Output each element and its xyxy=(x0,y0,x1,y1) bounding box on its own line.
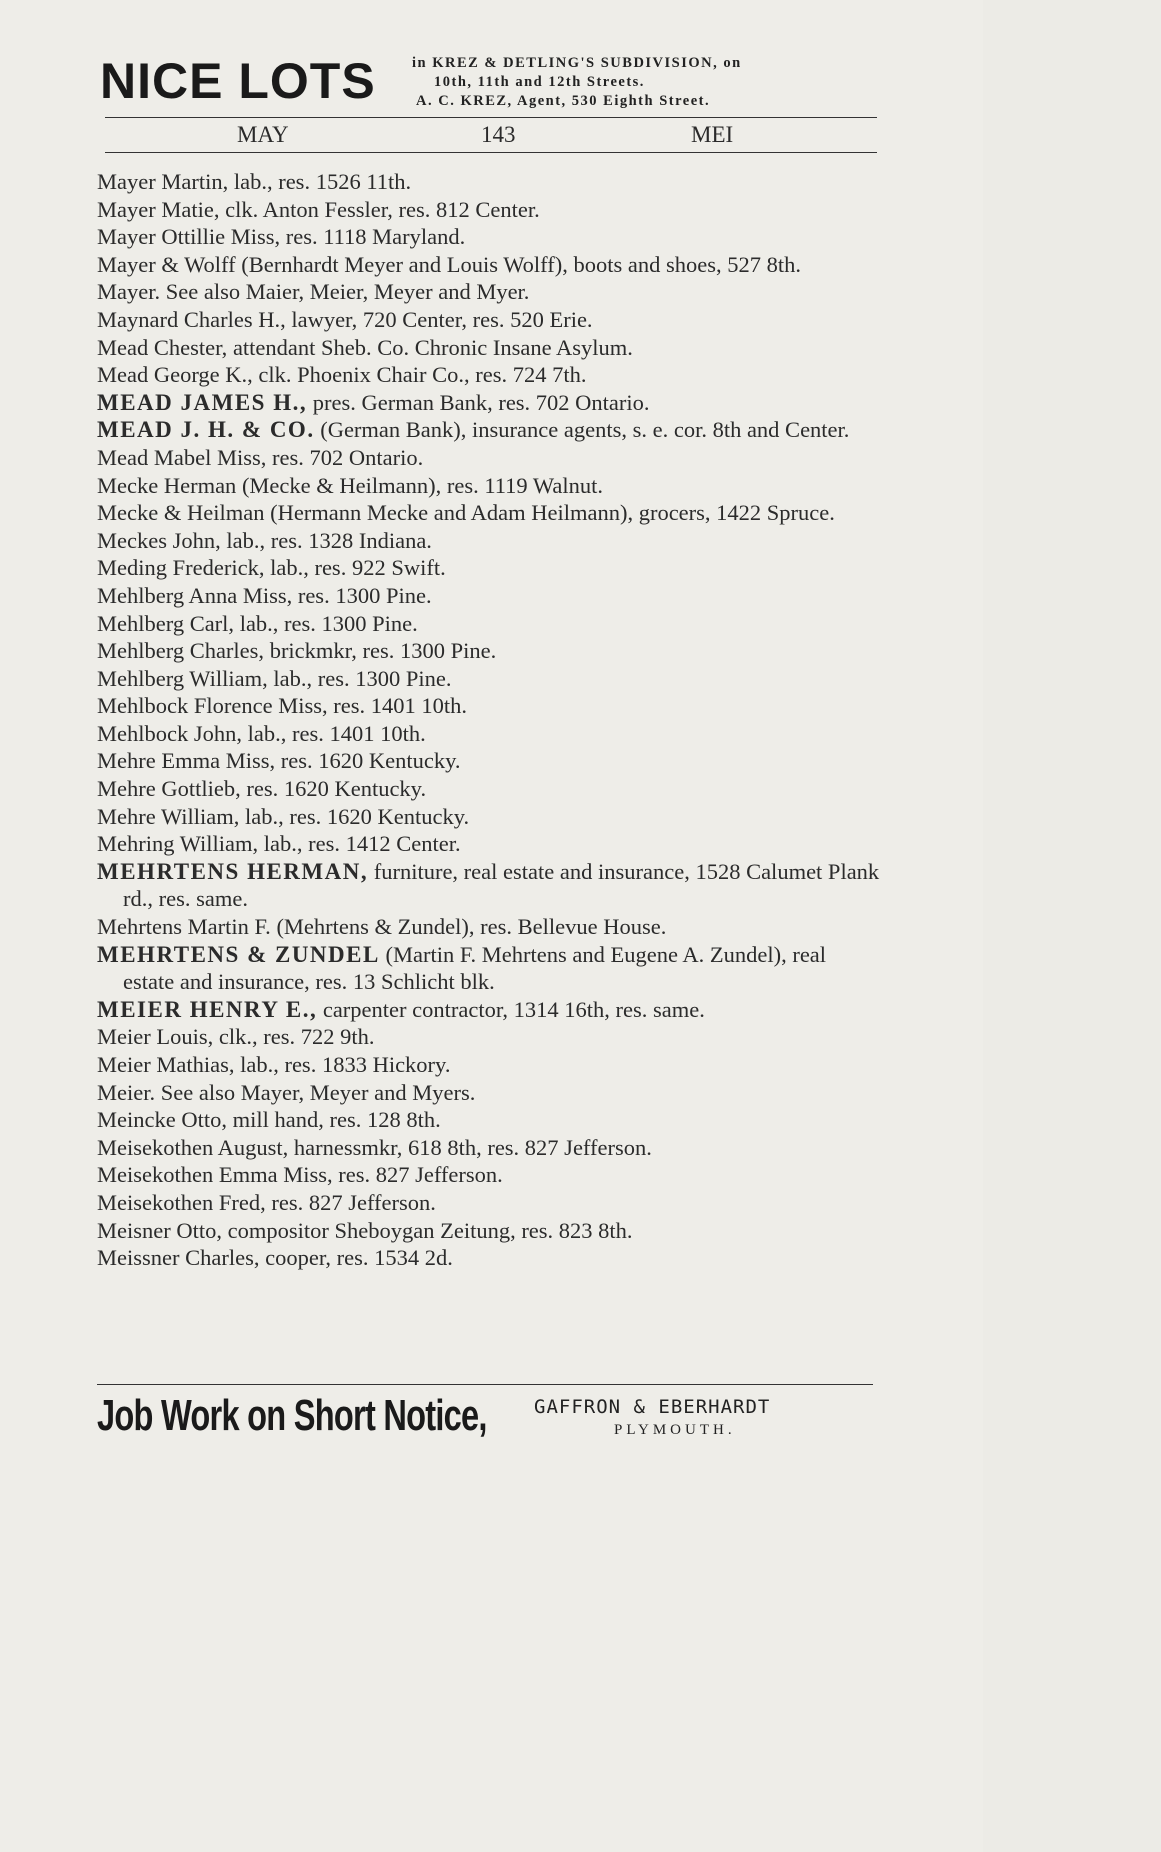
directory-entry xyxy=(97,665,882,693)
footer-advertisement xyxy=(97,1388,877,1448)
ad-line: 10th, 11th and 12th Streets. xyxy=(434,74,645,90)
header-advertisement xyxy=(100,50,880,112)
directory-entry xyxy=(97,1161,882,1189)
entry-details: (Martin F. Mehrtens and Eugene A. Zundel), real estate and insurance, res. 13 Schlicht blk. xyxy=(123,941,827,995)
directory-entry xyxy=(97,1051,882,1079)
ad-headline: NICE LOTS xyxy=(100,53,376,109)
directory-entry xyxy=(97,1023,882,1051)
entry-name: Mehlberg Anna xyxy=(97,582,238,608)
entry-name: MEAD JAMES H., xyxy=(97,389,308,415)
entry-name: Meier. xyxy=(97,1079,156,1105)
entry-name: Mehrtens Martin F. xyxy=(97,914,271,940)
entry-name: MEIER HENRY E., xyxy=(97,996,318,1022)
entry-name: Mehring William, xyxy=(97,831,259,857)
directory-entry xyxy=(97,582,882,610)
footer-rule xyxy=(97,1384,873,1385)
directory-entry xyxy=(97,416,882,444)
directory-entry xyxy=(97,168,882,196)
entry-details: lab., res. 1300 Pine. xyxy=(234,610,418,636)
entry-name: Meisekothen August, xyxy=(97,1134,289,1160)
running-head-left: MAY xyxy=(237,122,289,147)
directory-entry xyxy=(97,858,882,913)
entry-details: Miss, res. 1620 Kentucky. xyxy=(220,748,461,774)
entry-name: Mehlberg Carl, xyxy=(97,610,235,636)
entry-name: Mayer Martin, xyxy=(97,169,229,194)
entry-details: mill hand, res. 128 8th. xyxy=(226,1107,441,1133)
entry-name: Mayer Ottillie xyxy=(97,224,226,250)
entry-name: Mehlbock John, xyxy=(97,720,242,746)
entry-name: Mehlberg William, xyxy=(97,665,268,691)
directory-entry xyxy=(97,278,882,306)
entry-details: res. 827 Jefferson. xyxy=(265,1189,436,1215)
directory-entry xyxy=(97,196,882,224)
entry-name: Mehre Gottlieb, xyxy=(97,776,241,802)
entry-details: Miss, res. 1401 10th. xyxy=(272,693,467,719)
entry-details: compositor Sheboygan Zeitung, res. 823 8th. xyxy=(221,1217,633,1243)
directory-entry xyxy=(97,499,882,527)
footer-slogan: Job Work on Short Notice, xyxy=(97,1391,487,1440)
printer-city: PLYMOUTH. xyxy=(614,1422,736,1438)
entry-name: Meissner Charles, xyxy=(97,1245,260,1271)
entry-details: Miss, res. 1118 Maryland. xyxy=(225,224,466,250)
directory-entry xyxy=(97,610,882,638)
directory-entry xyxy=(97,830,882,858)
ad-details xyxy=(412,54,742,111)
directory-entry xyxy=(97,803,882,831)
entry-details: clk., res. 722 9th. xyxy=(213,1024,375,1050)
directory-entry xyxy=(97,527,882,555)
directory-entry xyxy=(97,554,882,582)
entry-name: MEHRTENS & ZUNDEL xyxy=(97,941,380,967)
entry-name: Meincke Otto, xyxy=(97,1107,227,1133)
directory-entry xyxy=(97,361,882,389)
entry-details: carpenter contractor, 1314 16th, res. same. xyxy=(317,996,705,1022)
header-top-rule xyxy=(105,117,877,118)
entry-name: Mehlberg Charles, xyxy=(97,638,265,664)
directory-entry xyxy=(97,1106,882,1134)
entry-details: Miss, res. 702 Ontario. xyxy=(211,444,424,470)
entry-name: Mecke & Heilman xyxy=(97,500,265,526)
entry-name: Meisner Otto, xyxy=(97,1217,222,1243)
entry-name: MEAD J. H. & CO. xyxy=(97,417,315,443)
directory-entry xyxy=(97,334,882,362)
directory-entry xyxy=(97,775,882,803)
entry-details: clk. Anton Fessler, res. 812 Center. xyxy=(219,196,540,222)
entry-name: Mead Chester, xyxy=(97,334,228,360)
entry-details: (Mecke & Heilmann), res. 1119 Walnut. xyxy=(236,472,603,498)
entry-name: Mayer. xyxy=(97,279,161,305)
entry-name: MEHRTENS HERMAN, xyxy=(97,858,369,884)
entry-name: Meding Frederick, xyxy=(97,555,265,581)
entry-name: Meisekothen Fred, xyxy=(97,1189,266,1215)
entry-name: Meckes John, xyxy=(97,527,221,553)
entry-details: attendant Sheb. Co. Chronic Insane Asylum. xyxy=(227,334,633,360)
entry-details: lab., res. 1526 11th. xyxy=(228,169,412,194)
directory-entry xyxy=(97,637,882,665)
entry-details: lab., res. 1300 Pine. xyxy=(267,665,452,691)
directory-entry xyxy=(97,1134,882,1162)
entry-details: harnessmkr, 618 8th, res. 827 Jefferson. xyxy=(288,1134,652,1160)
entry-name: Mehre Emma xyxy=(97,748,221,774)
entry-name: Meisekothen Emma xyxy=(97,1162,278,1188)
ad-line: A. C. KREZ, Agent, 530 Eighth Street. xyxy=(416,93,711,109)
entry-name: Maynard Charles H., xyxy=(97,306,286,332)
directory-entry xyxy=(97,444,882,472)
entry-details: lab., res. 1833 Hickory. xyxy=(234,1052,451,1077)
directory-entry xyxy=(97,996,882,1024)
directory-entry xyxy=(97,692,882,720)
ad-line: in KREZ & DETLING'S SUBDIVISION, on xyxy=(412,55,742,71)
entry-details: cooper, res. 1534 2d. xyxy=(259,1245,453,1271)
running-head xyxy=(105,122,877,152)
entry-name: Meier Mathias, xyxy=(97,1052,235,1077)
running-head-right: MEI xyxy=(691,122,734,147)
directory-entry xyxy=(97,941,882,996)
entry-details: See also Mayer, Meyer and Myers. xyxy=(155,1079,476,1105)
entry-name: Mayer & Wolff xyxy=(97,251,236,277)
directory-entries xyxy=(97,168,882,1272)
printer-name: GAFFRON & EBERHARDT xyxy=(534,1396,771,1418)
entry-details: brickmkr, res. 1300 Pine. xyxy=(264,638,497,664)
directory-entry xyxy=(97,1217,882,1245)
entry-details: Miss, res. 1300 Pine. xyxy=(237,582,432,608)
entry-name: Mayer Matie, xyxy=(97,196,220,222)
entry-name: Mead Mabel xyxy=(97,444,212,470)
entry-name: Mehlbock Florence xyxy=(97,693,273,719)
directory-entry xyxy=(97,223,882,251)
entry-name: Mecke Herman xyxy=(97,472,237,498)
directory-entry xyxy=(97,747,882,775)
entry-details: pres. German Bank, res. 702 Ontario. xyxy=(307,389,650,415)
directory-entry xyxy=(97,720,882,748)
header-bottom-rule xyxy=(105,152,877,153)
entry-name: Mehre William, xyxy=(97,803,240,829)
entry-details: lab., res. 1620 Kentucky. xyxy=(239,803,470,829)
entry-details: (German Bank), insurance agents, s. e. cor. 8th and Center. xyxy=(314,417,850,443)
entry-name: Meier Louis, xyxy=(97,1024,214,1050)
entry-name: Mead George K., xyxy=(97,362,253,388)
entry-details: (Mehrtens & Zundel), res. Bellevue House. xyxy=(270,914,667,940)
directory-entry xyxy=(97,1079,882,1107)
entry-details: lawyer, 720 Center, res. 520 Erie. xyxy=(285,306,593,332)
page-number: 143 xyxy=(481,122,516,147)
entry-details: See also Maier, Meier, Meyer and Myer. xyxy=(160,279,530,305)
directory-entry xyxy=(97,913,882,941)
directory-entry xyxy=(97,251,882,279)
entry-details: clk. Phoenix Chair Co., res. 724 7th. xyxy=(252,362,587,388)
directory-entry xyxy=(97,1189,882,1217)
entry-details: lab., res. 922 Swift. xyxy=(264,555,446,581)
entry-details: res. 1620 Kentucky. xyxy=(240,776,427,802)
entry-details: lab., res. 1328 Indiana. xyxy=(220,527,432,553)
entry-details: lab., res. 1412 Center. xyxy=(258,831,461,857)
directory-entry xyxy=(97,306,882,334)
directory-entry xyxy=(97,472,882,500)
entry-details: lab., res. 1401 10th. xyxy=(242,720,426,746)
entry-details: Miss, res. 827 Jefferson. xyxy=(277,1162,503,1188)
directory-entry xyxy=(97,1244,882,1272)
entry-details: (Hermann Mecke and Adam Heilmann), grocers, 1422 Spruce. xyxy=(264,500,835,526)
directory-entry xyxy=(97,389,882,417)
entry-details: (Bernhardt Meyer and Louis Wolff), boots and shoes, 527 8th. xyxy=(235,251,801,277)
entry-details: furniture, real estate and insurance, 1528 Calumet Plank rd., res. same. xyxy=(123,858,880,912)
